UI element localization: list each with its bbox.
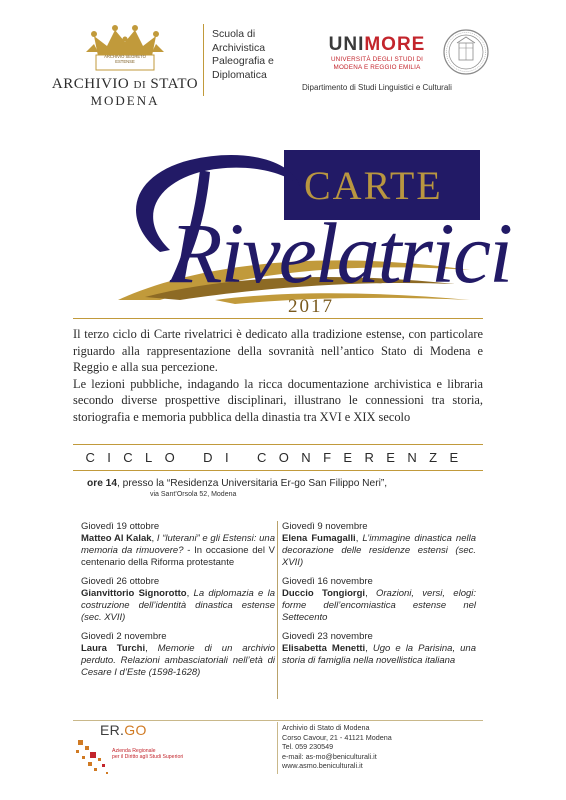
contact-name: Archivio di Stato di Modena bbox=[282, 723, 370, 732]
lecture-title: Ugo e la Parisina, una storia di famiglia nella novellistica italiana bbox=[282, 643, 476, 666]
ergo-description bbox=[112, 748, 232, 761]
lecture-date: Giovedì 2 novembre bbox=[81, 631, 167, 642]
lecture-note: - In occasione del V centenario della Riforma protestante bbox=[81, 545, 275, 568]
lecture-date: Giovedì 23 novembre bbox=[282, 631, 373, 642]
lecture-item bbox=[282, 576, 476, 624]
lecture-date: Giovedì 19 ottobre bbox=[81, 521, 160, 532]
venue-line bbox=[87, 478, 387, 489]
lecture-speaker: Elena Fumagalli bbox=[282, 533, 356, 544]
lecture-item bbox=[81, 521, 275, 569]
crest-text: ARCHIVIO SEGRETO ESTENSE bbox=[104, 54, 146, 64]
unimore-sub1: UNIVERSITÀ DEGLI STUDI DI bbox=[330, 56, 424, 63]
lecture-title: La diplomazia e la costruzione dell’identità dinastica estense (sec. XVII) bbox=[81, 588, 276, 623]
unimore-sub2: MODENA E REGGIO EMILIA bbox=[333, 64, 421, 71]
contact-email-link[interactable]: e-mail: as-mo@beniculturali.it bbox=[282, 751, 377, 761]
scuola-line: Scuola di bbox=[212, 28, 256, 40]
lectures-right-column bbox=[282, 521, 476, 674]
scuola-line: Archivistica bbox=[212, 41, 266, 54]
lecture-date: Giovedì 26 ottobre bbox=[81, 576, 160, 587]
rivelatrici-script-title bbox=[0, 0, 566, 340]
contact-website-link[interactable]: www.asmo.beniculturali.it bbox=[282, 761, 363, 770]
lecture-speaker: Duccio Tongiorgi bbox=[282, 588, 366, 599]
ergo-line-1: Azienda Regionale bbox=[112, 748, 156, 754]
lecture-speaker: Elisabetta Menetti bbox=[282, 643, 366, 654]
ergo-wordmark bbox=[100, 722, 147, 738]
title-rule bbox=[73, 318, 483, 319]
scuola-line: Paleografia e bbox=[212, 55, 274, 67]
lectures-divider bbox=[277, 521, 278, 699]
carte-title: CARTE bbox=[304, 163, 443, 208]
lecture-date: Giovedì 9 novembre bbox=[282, 521, 368, 532]
ciclo-rule-bottom bbox=[73, 470, 483, 471]
lecture-title: L’immagine dinastica nella decorazione delle residenze estensi (sec. XVII) bbox=[282, 533, 476, 568]
archivio-name-di: DI bbox=[133, 79, 147, 91]
lecture-item bbox=[282, 631, 476, 667]
ergo-go: GO bbox=[124, 722, 147, 738]
lecture-body: Duccio Tongiorgi, Orazioni, versi, elogi: forme dell’encomiastica estense nel Settecento bbox=[282, 588, 477, 623]
contact-address: Corso Cavour, 21 - 41121 Modena bbox=[282, 732, 392, 742]
ergo-er: ER. bbox=[100, 722, 125, 738]
venue-text: , presso la “Residenza Universitaria Er-go San Filippo Neri”, bbox=[117, 478, 388, 489]
intro-paragraph-2: Le lezioni pubbliche, indagando la ricca documentazione archivistica e libraria secondo diverse prospettive disciplinari, illustrano le connessioni tra storia, storiografia e memoria pubblica della dinastia tra XVI e XIX secolo bbox=[73, 376, 483, 424]
lecture-speaker: Laura Turchi bbox=[81, 643, 146, 654]
footer-divider bbox=[277, 722, 278, 774]
venue-time: ore 14 bbox=[87, 478, 118, 489]
scuola-line: Diplomatica bbox=[212, 68, 267, 81]
lecture-item bbox=[282, 521, 476, 569]
footer-rule bbox=[73, 720, 483, 721]
lecture-title: I “luterani” e gli Estensi: una memoria da rimuovere? bbox=[81, 533, 275, 556]
lecture-body: Elena Fumagalli, L’immagine dinastica nella decorazione delle residenze estensi (sec. XVII) bbox=[282, 533, 476, 568]
archivio-city: MODENA bbox=[90, 93, 160, 108]
lecture-body: Laura Turchi, Memorie di un archivio perduto. Relazioni ambasciatoriali nell’età di Cesare I d’Este (1598-1628) bbox=[81, 643, 275, 678]
unimore-more: MORE bbox=[364, 34, 426, 55]
ciclo-rule-top bbox=[73, 444, 483, 445]
ciclo-heading: CICLO DI CONFERENZE bbox=[85, 450, 471, 465]
lecture-speaker: Gianvittorio Signorotto bbox=[81, 588, 187, 599]
title-year: 2017 bbox=[288, 296, 334, 317]
lecture-body: Gianvittorio Signorotto, La diplomazia e la costruzione dell’identità dinastica estense (sec. XVII) bbox=[81, 588, 276, 623]
lecture-title: Memorie di un archivio perduto. Relazioni ambasciatoriali nell’età di Cesare I d’Este (1598-1628) bbox=[81, 643, 275, 678]
archivio-name-part2: STATO bbox=[150, 76, 199, 92]
contact-block bbox=[282, 723, 392, 771]
lectures-left-column bbox=[81, 521, 275, 686]
intro-paragraph-1: Il terzo ciclo di Carte rivelatrici è dedicato alla tradizione estense, con particolare riguardo alla rappresentazione della sovranità nell’antico Stato di Modena e Reggio e alla sua percezione. bbox=[73, 327, 483, 374]
archivio-name-part1: ARCHIVIO bbox=[51, 76, 130, 92]
lecture-body: Elisabetta Menetti, Ugo e la Parisina, una storia di famiglia nella novellistica italiana bbox=[282, 643, 476, 666]
ergo-line-2: per il Diritto agli Studi Superiori bbox=[112, 754, 184, 761]
department-label: Dipartimento di Studi Linguistici e Culturali bbox=[302, 83, 452, 92]
lecture-title: Orazioni, versi, elogi: forme dell’encomiastica estense nel Settecento bbox=[282, 588, 477, 623]
contact-phone: Tel. 059 230549 bbox=[282, 742, 334, 751]
lecture-item bbox=[81, 631, 275, 679]
lecture-date: Giovedì 16 novembre bbox=[282, 576, 373, 587]
lecture-item bbox=[81, 576, 275, 624]
unimore-uni: UNI bbox=[328, 34, 365, 55]
lecture-speaker: Matteo Al Kalak bbox=[81, 533, 152, 544]
lecture-body: Matteo Al Kalak, I “luterani” e gli Estensi: una memoria da rimuovere? - In occasione del V centenario della Riforma protestante bbox=[81, 533, 275, 568]
venue-address: via Sant’Orsola 52, Modena bbox=[150, 491, 237, 498]
intro-text bbox=[73, 326, 483, 425]
rivelatrici-text: Rivelatrici bbox=[170, 205, 511, 301]
